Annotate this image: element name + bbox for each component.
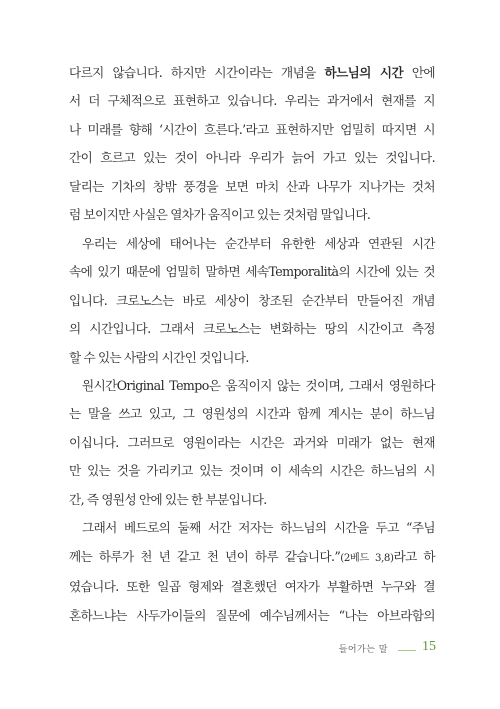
text-line: 달리는 기차의 창밖 풍경을 보면 마치 산과 나무가 지나가는 것처 xyxy=(69,178,435,194)
running-head: 들어가는 말 xyxy=(338,645,388,655)
text-line: 의 시간입니다. 그래서 크로노스는 변화하는 땅의 시간이고 측정 xyxy=(69,321,435,337)
page-number: 15 xyxy=(422,639,436,654)
text-line: 나 미래를 향해 ‘시간이 흐른다.’라고 표현하지만 엄밀히 따지면 시 xyxy=(69,121,435,137)
text-line: 간이 흐르고 있는 것이 아니라 우리가 늙어 가고 있는 것입니다. xyxy=(69,150,435,166)
page-footer xyxy=(0,640,500,660)
emphasis-text: 하느님의 시간 xyxy=(324,65,404,80)
text-line: 혼하느냐는 사두가이들의 질문에 예수님께서는 “나는 아브라함의 xyxy=(69,607,435,623)
text-line: 우리는 세상에 태어나는 순간부터 유한한 세상과 연관된 시간 xyxy=(82,235,435,251)
text-line: 간, 즉 영원성 안에 있는 한 부분입니다. xyxy=(69,491,267,507)
text-line: 원시간Original Tempo은 움직이지 않는 것이며, 그래서 영원하다 xyxy=(82,377,435,393)
body-text xyxy=(69,59,435,630)
text-line: 이십니다. 그러므로 영원이라는 시간은 과거와 미래가 없는 현재 xyxy=(69,434,435,450)
footer-divider xyxy=(398,650,416,651)
text-line: 서 더 구체적으로 표현하고 있습니다. 우리는 과거에서 현재를 지 xyxy=(69,93,435,109)
text-line: 럼 보이지만 사실은 열차가 움직이고 있는 것처럼 말입니다. xyxy=(69,207,371,223)
text-line: 만 있는 것을 가리키고 있는 것이며 이 세속의 시간은 하느님의 시 xyxy=(69,463,435,479)
text-line: 께는 하루가 천 년 같고 천 년이 하루 같습니다.”(2베드 3,8)라고 하 xyxy=(69,548,435,564)
text-line: 속에 있기 때문에 엄밀히 말하면 세속Temporalità의 시간에 있는 것 xyxy=(69,264,435,280)
text-line: 입니다. 크로노스는 바로 세상이 창조된 순간부터 만들어진 개념 xyxy=(69,292,435,308)
text-line: 다르지 않습니다. 하지만 시간이라는 개념을 하느님의 시간 안에 xyxy=(69,65,435,80)
bible-citation: (2베드 3,8) xyxy=(340,552,394,564)
text-line: 는 말을 쓰고 있고, 그 영원성의 시간과 함께 계시는 분이 하느님 xyxy=(69,406,435,422)
text-line: 였습니다. 또한 일곱 형제와 결혼했던 여자가 부활하면 누구와 결 xyxy=(69,579,435,595)
text-line: 할 수 있는 사람의 시간인 것입니다. xyxy=(69,349,249,365)
text-line: 그래서 베드로의 둘째 서간 저자는 하느님의 시간을 두고 “주님 xyxy=(82,520,435,536)
